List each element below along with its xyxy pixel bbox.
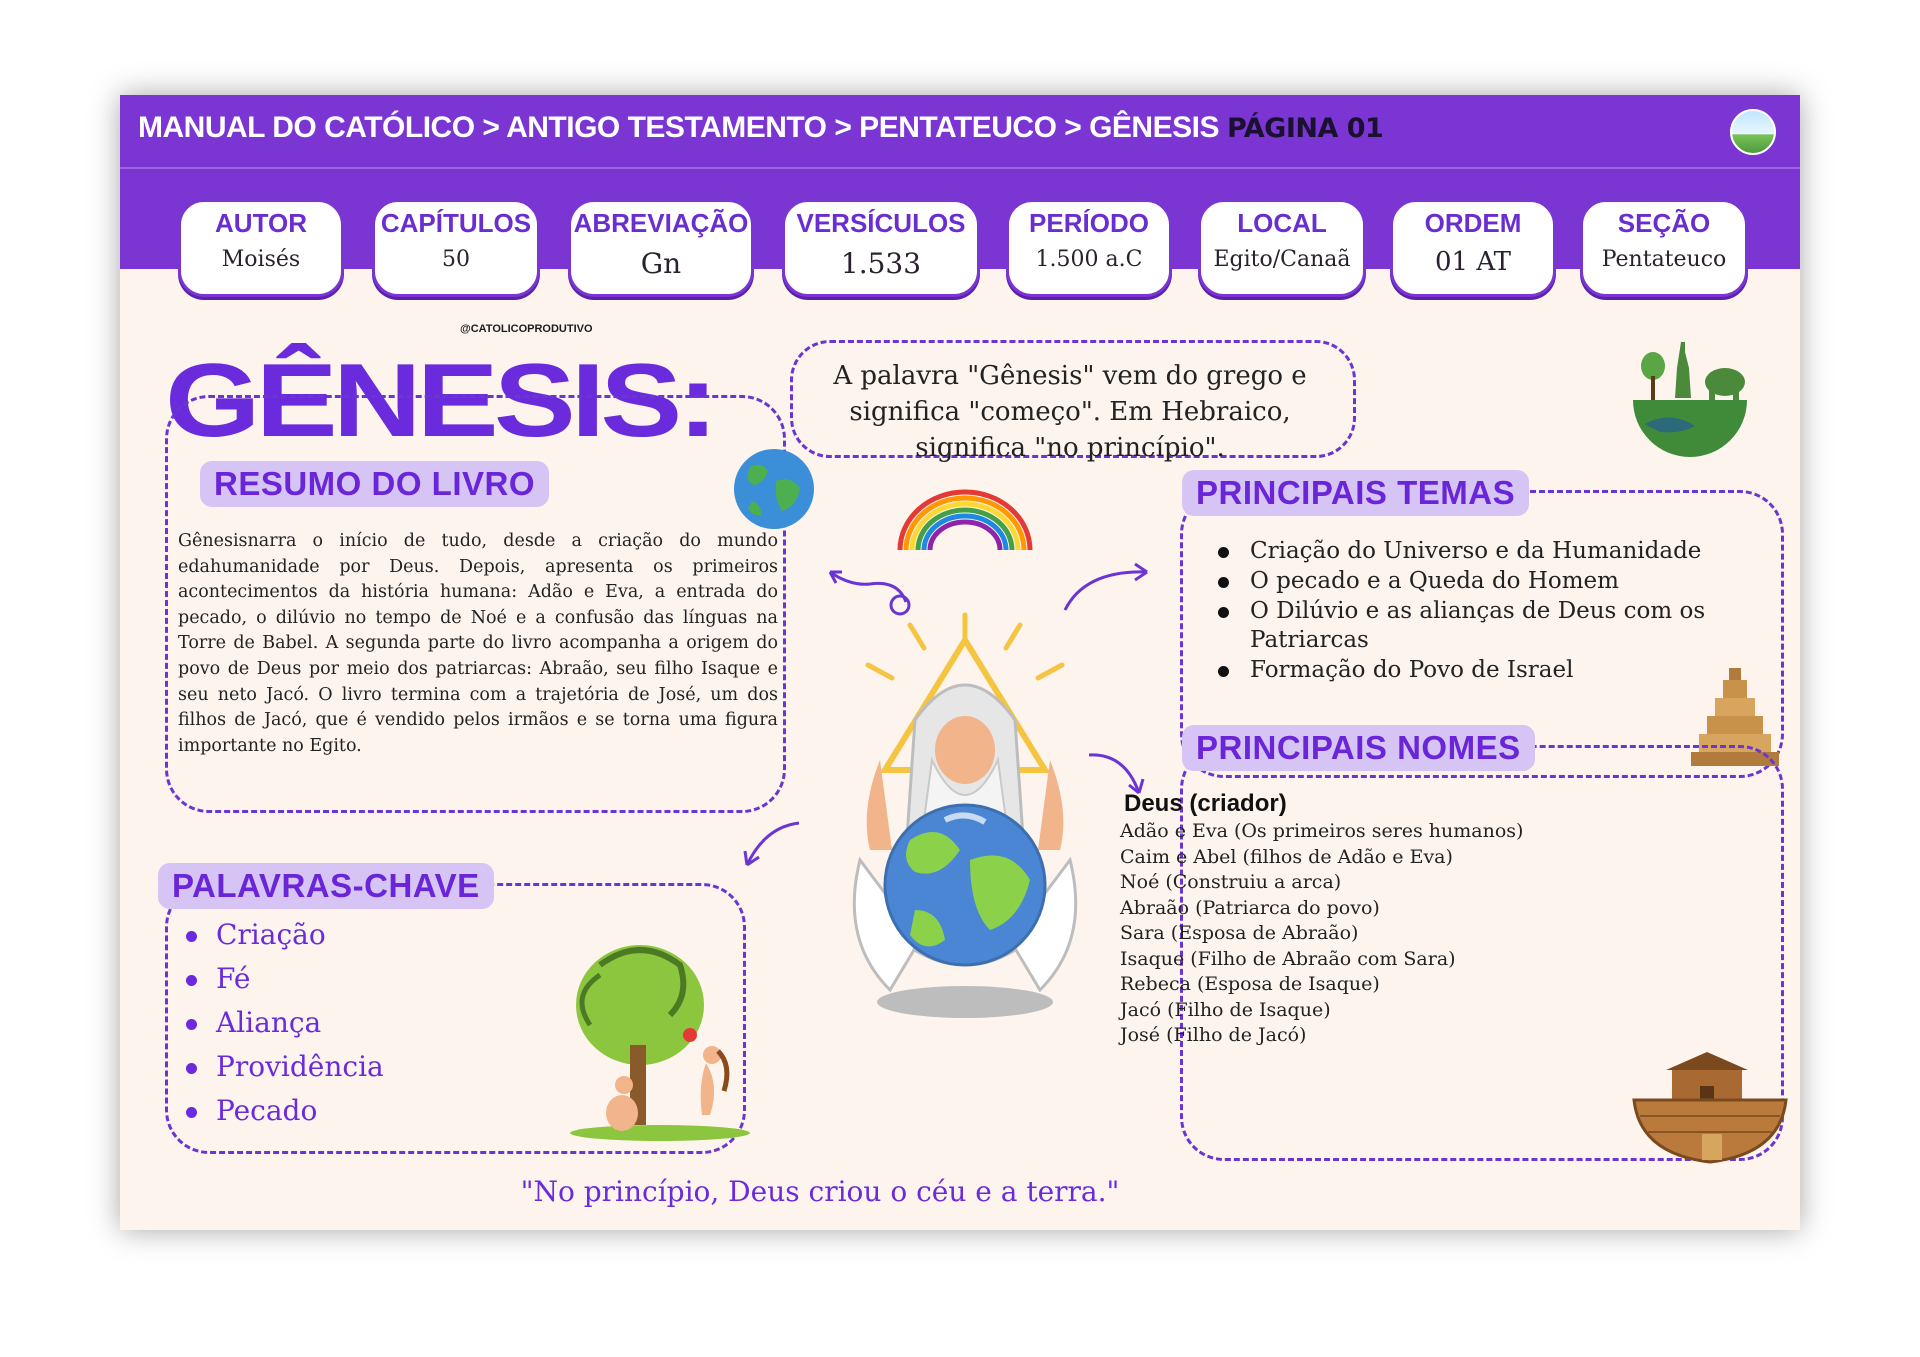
themes-list (1214, 537, 1714, 686)
info-label: LOCAL (1237, 208, 1327, 238)
info-card-autor (178, 199, 344, 297)
list-item: Noé (Construiu a arca) (1120, 871, 1342, 893)
keywords-list (160, 913, 480, 1133)
info-card-versiculos (782, 199, 980, 297)
info-value: 1.533 (840, 247, 922, 280)
list-item: José (Filho de Jacó) (1120, 1024, 1307, 1046)
list-item: O pecado e a Queda do Homem (1214, 567, 1714, 596)
list-item: Pecado (160, 1089, 480, 1133)
noahs-ark-illustration (1630, 1050, 1790, 1170)
info-value: Egito/Canaã (1213, 247, 1351, 272)
names-title: Deus (criador) (1124, 790, 1287, 817)
god-holding-earth-illustration (820, 610, 1110, 1030)
info-value: Moisés (221, 247, 301, 272)
keywords-heading: PALAVRAS-CHAVE (158, 863, 494, 909)
page-label: PÁGINA 01 (1226, 113, 1384, 144)
list-item: Criação do Universo e da Humanidade (1214, 537, 1714, 566)
list-item: O Dilúvio e as alianças de Deus com os Patriarcas (1214, 597, 1714, 655)
info-value: 50 (442, 247, 470, 272)
closing-quote: "No princípio, Deus criou o céu e a terra." (520, 1175, 1120, 1208)
info-label: PERÍODO (1029, 208, 1149, 238)
meaning-text: A palavra "Gênesis" vem do grego e significa "começo". Em Hebraico, significa "no princípio". (833, 361, 1307, 463)
info-card-local (1198, 199, 1366, 297)
info-label: ORDEM (1424, 208, 1522, 238)
summary-heading: RESUMO DO LIVRO (200, 461, 549, 507)
list-item: Fé (160, 957, 480, 1001)
earth-icon (730, 445, 818, 533)
animals-globe-illustration (1625, 328, 1755, 463)
info-label: AUTOR (215, 208, 307, 238)
adam-and-eve-illustration (560, 935, 770, 1145)
author-handle: @CATOLICOPRODUTIVO (460, 323, 593, 335)
rainbow-illustration (890, 485, 1040, 555)
themes-heading: PRINCIPAIS TEMAS (1182, 470, 1529, 516)
info-label: CAPÍTULOS (380, 208, 532, 238)
info-value: 01 AT (1434, 247, 1512, 277)
top-bar (120, 95, 1800, 169)
names-list (1120, 819, 1640, 1049)
summary-text: Gênesisnarra o início de tudo, desde a criação do mundo edahumanidade por Deus. Depois, apresenta os primeiros acontecimentos da história humana: Adão e Eva, a entrada do pecado, o dilúvio no tempo de Noé e a confusão das línguas na Torre de Babel. A segunda parte do livro acompanha a origem do povo de Deus por meio dos patriarcas: Abraão, seu filho Isaque e seu neto Jacó. O livro termina com a trajetória de José, um dos filhos de Jacó, que é vendido pelos irmãos e se torna uma figura importante no Egito. (178, 531, 778, 756)
info-label: VERSÍCULOS (796, 208, 966, 238)
list-item: Criação (160, 913, 480, 957)
info-value: Pentateuco (1601, 247, 1727, 272)
list-item: Isaque (Filho de Abraão com Sara) (1120, 947, 1456, 970)
info-label: SEÇÃO (1617, 208, 1711, 238)
globe-icon[interactable] (1730, 109, 1776, 155)
list-item: Jacó (Filho de Isaque) (1120, 998, 1331, 1021)
names-heading: PRINCIPAIS NOMES (1182, 725, 1535, 771)
info-card-periodo (1006, 199, 1172, 297)
info-card-secao (1580, 199, 1748, 297)
list-item: Sara (Esposa de Abraão) (1120, 922, 1359, 944)
list-item: Caim e Abel (filhos de Adão e Eva) (1120, 845, 1453, 868)
breadcrumb-path[interactable]: MANUAL DO CATÓLICO > ANTIGO TESTAMENTO > PENTATEUCO > GÊNESIS (138, 111, 1219, 144)
list-item: Aliança (160, 1001, 480, 1045)
info-card-ordem (1390, 199, 1556, 297)
list-item: Rebeca (Esposa de Isaque) (1120, 973, 1380, 995)
list-item: Abraão (Patriarca do povo) (1120, 896, 1380, 919)
list-item: Providência (160, 1045, 480, 1089)
list-item: Formação do Povo de Israel (1214, 656, 1714, 685)
page (120, 95, 1800, 1230)
info-card-abreviacao (568, 199, 754, 297)
info-card-capitulos (372, 199, 540, 297)
arrow-left-down (735, 817, 805, 877)
list-item: Adão e Eva (Os primeiros seres humanos) (1120, 820, 1524, 842)
info-value: 1.500 a.C (1035, 247, 1143, 272)
info-label: ABREVIAÇÃO (573, 208, 749, 238)
breadcrumb (138, 111, 1383, 145)
page-title: GÊNESIS: (165, 343, 714, 459)
info-value: Gn (640, 247, 682, 280)
